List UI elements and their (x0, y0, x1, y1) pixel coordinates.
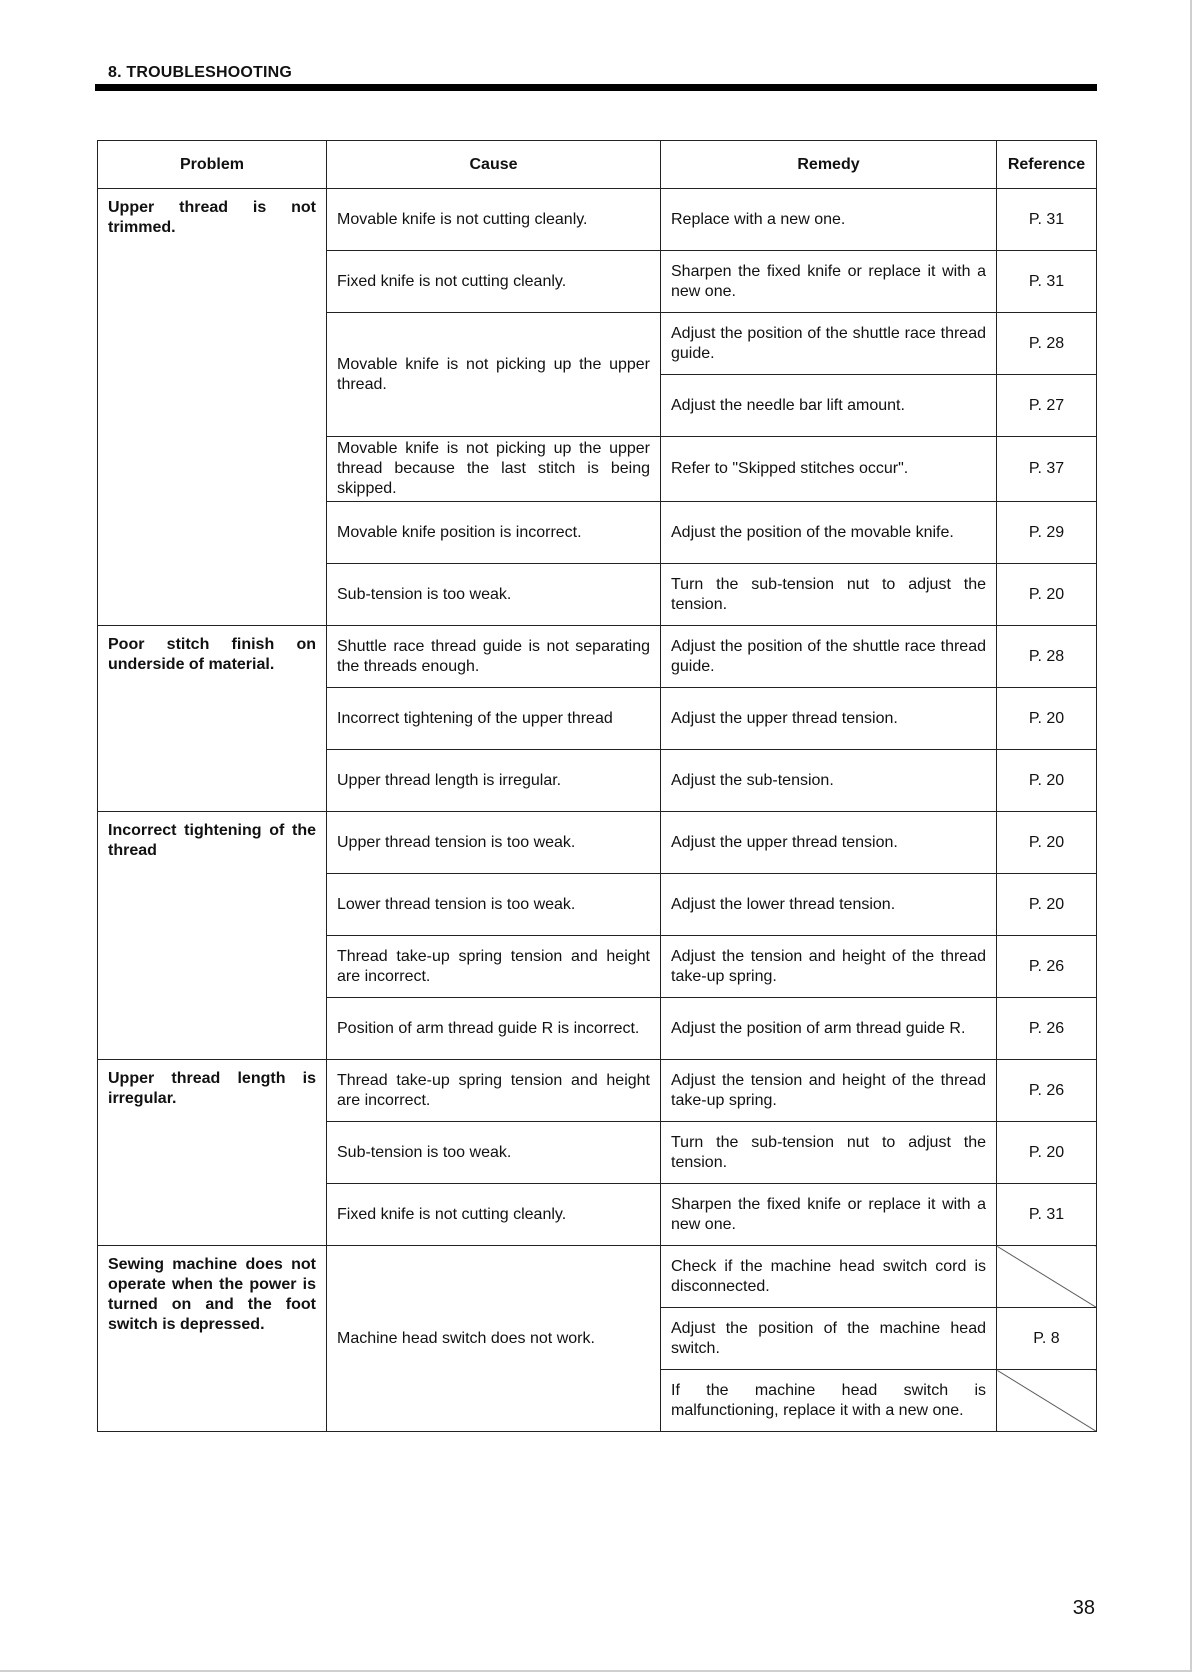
reference-cell: P. 31 (997, 1184, 1097, 1246)
header-rule (95, 84, 1097, 91)
table-row (98, 812, 1097, 874)
problem-cell: Upper thread length is irregular. (98, 1060, 327, 1246)
cause-cell: Movable knife position is incorrect. (327, 502, 661, 564)
remedy-cell: Turn the sub-tension nut to adjust the tension. (661, 564, 997, 626)
problem-cell: Poor stitch finish on underside of material. (98, 626, 327, 812)
problem-cell: Sewing machine does not operate when the power is turned on and the foot switch is depressed. (98, 1246, 327, 1432)
cause-cell: Upper thread length is irregular. (327, 750, 661, 812)
reference-cell: P. 37 (997, 437, 1097, 502)
table-row (98, 189, 1097, 251)
remedy-cell: Adjust the position of the machine head switch. (661, 1308, 997, 1370)
cause-cell: Sub-tension is too weak. (327, 564, 661, 626)
cause-cell: Shuttle race thread guide is not separating the threads enough. (327, 626, 661, 688)
reference-cell: P. 20 (997, 874, 1097, 936)
remedy-cell: Adjust the position of the movable knife. (661, 502, 997, 564)
reference-cell: P. 31 (997, 189, 1097, 251)
reference-cell: P. 29 (997, 502, 1097, 564)
remedy-cell: Adjust the lower thread tension. (661, 874, 997, 936)
table-row (98, 1060, 1097, 1122)
reference-cell: P. 26 (997, 936, 1097, 998)
reference-cell-not-applicable (997, 1246, 1097, 1308)
cause-cell: Machine head switch does not work. (327, 1246, 661, 1432)
remedy-cell: Adjust the sub-tension. (661, 750, 997, 812)
page-number: 38 (1072, 1597, 1095, 1619)
remedy-cell: Adjust the needle bar lift amount. (661, 375, 997, 437)
section-title: 8. TROUBLESHOOTING (108, 64, 293, 81)
reference-cell: P. 26 (997, 998, 1097, 1060)
remedy-cell: Adjust the upper thread tension. (661, 812, 997, 874)
remedy-cell: Adjust the position of the shuttle race thread guide. (661, 626, 997, 688)
remedy-cell: Refer to "Skipped stitches occur". (661, 437, 997, 502)
remedy-cell: Sharpen the fixed knife or replace it with a new one. (661, 1184, 997, 1246)
reference-cell: P. 20 (997, 564, 1097, 626)
reference-cell: P. 20 (997, 812, 1097, 874)
reference-cell: P. 20 (997, 1122, 1097, 1184)
problem-cell: Incorrect tightening of the thread (98, 812, 327, 1060)
cause-cell: Fixed knife is not cutting cleanly. (327, 1184, 661, 1246)
remedy-cell: Turn the sub-tension nut to adjust the tension. (661, 1122, 997, 1184)
reference-cell: P. 28 (997, 626, 1097, 688)
cause-cell: Incorrect tightening of the upper thread (327, 688, 661, 750)
cause-cell: Fixed knife is not cutting cleanly. (327, 251, 661, 313)
header-cause: Cause (327, 141, 661, 189)
remedy-cell: Adjust the position of arm thread guide R. (661, 998, 997, 1060)
reference-cell: P. 20 (997, 750, 1097, 812)
cause-cell: Movable knife is not cutting cleanly. (327, 189, 661, 251)
cause-cell: Thread take-up spring tension and height are incorrect. (327, 936, 661, 998)
reference-cell-not-applicable (997, 1370, 1097, 1432)
cause-cell: Movable knife is not picking up the upper thread because the last stitch is being skipped. (327, 437, 661, 502)
reference-cell: P. 27 (997, 375, 1097, 437)
header-remedy: Remedy (661, 141, 997, 189)
cause-cell: Thread take-up spring tension and height are incorrect. (327, 1060, 661, 1122)
cause-cell: Sub-tension is too weak. (327, 1122, 661, 1184)
reference-cell: P. 20 (997, 688, 1097, 750)
reference-cell: P. 26 (997, 1060, 1097, 1122)
cause-cell: Position of arm thread guide R is incorrect. (327, 998, 661, 1060)
header-problem: Problem (98, 141, 327, 189)
remedy-cell: Adjust the upper thread tension. (661, 688, 997, 750)
table-row (98, 626, 1097, 688)
cause-cell: Movable knife is not picking up the upper thread. (327, 313, 661, 437)
troubleshooting-table (97, 140, 1097, 1432)
remedy-cell: Sharpen the fixed knife or replace it with a new one. (661, 251, 997, 313)
remedy-cell: Adjust the tension and height of the thread take-up spring. (661, 936, 997, 998)
remedy-cell: Replace with a new one. (661, 189, 997, 251)
remedy-cell: Check if the machine head switch cord is disconnected. (661, 1246, 997, 1308)
header-reference: Reference (997, 141, 1097, 189)
reference-cell: P. 28 (997, 313, 1097, 375)
table-header-row (98, 141, 1097, 189)
remedy-cell: Adjust the position of the shuttle race thread guide. (661, 313, 997, 375)
cause-cell: Upper thread tension is too weak. (327, 812, 661, 874)
reference-cell: P. 31 (997, 251, 1097, 313)
problem-cell: Upper thread is not trimmed. (98, 189, 327, 626)
remedy-cell: Adjust the tension and height of the thread take-up spring. (661, 1060, 997, 1122)
table-row (98, 1246, 1097, 1308)
remedy-cell: If the machine head switch is malfunctioning, replace it with a new one. (661, 1370, 997, 1432)
reference-cell: P. 8 (997, 1308, 1097, 1370)
cause-cell: Lower thread tension is too weak. (327, 874, 661, 936)
